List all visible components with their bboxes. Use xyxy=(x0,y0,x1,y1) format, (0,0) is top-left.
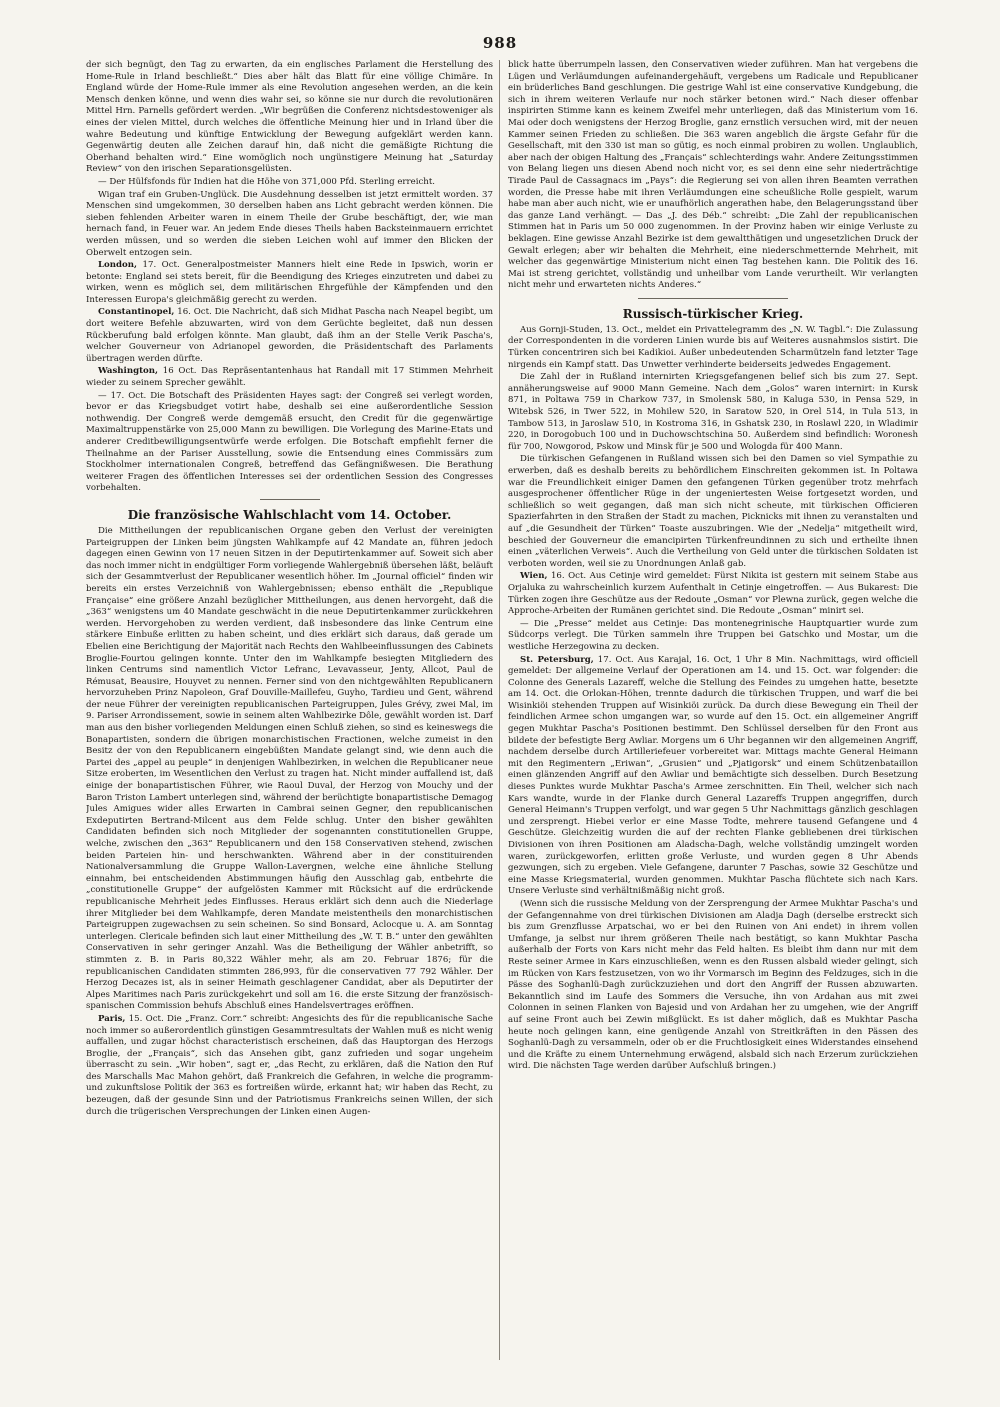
section-divider xyxy=(638,298,788,299)
right-column xyxy=(508,60,918,1368)
article-paragraph: Die Mittheilungen der republicanischen Organe geben den Verlust der vereinigten Parteigruppen der Linken beim jüngsten Wahlkampfe auf 42 Mandate an, führen jedoch dagegen einen Gewinn von 17 neuen Sitzen in der Deputirtenkammer auf. Soweit sich aber das noch immer nicht in endgültiger Form vorliegende Wahlergebniß übersehen läßt, beläuft sich der Gesammtverlust der Republicaner wesentlich höher. Im „Journal officiel“ finden wir bereits ein erstes Verzeichniß von Wahlergebnissen; ebenso enthält die „Republique Française“ eine größere Anzahl bezüglicher Mittheilungen, aus denen hervorgeht, daß die „363“ wenigstens um 40 Mandate geschwächt in die neue Deputirtenkammer zurückkehren werden. Hervorgehoben zu werden verdient, daß insbesondere das linke Centrum eine stärkere Einbuße erlitten zu haben scheint, und dies erklärt sich daraus, daß gerade um Ebelien eine Berichtigung der Majorität nach Rechts den Wahlbeeinflussungen des Cabinets Broglie-Fourtou gelingen konnte. Unter den im Wahlkampfe besiegten Mitgliedern des linken Centrums sind namentlich Victor Lefranc, Levavasseur, Jenty, Allcot, Paul de Rémusat, Beausire, Houyvet zu nennen. Ferner sind von den nichtgewählten Republicanern hervorzuheben Prinz Napoleon, Graf Douville-Maillefeu, Guyho, Tardieu und Gent, während der neue Führer der vereinigten republicanischen Parteigruppen, Jules Grévy, zwei Mal, im 9. Pariser Arrondissement, sowie in seinem alten Wahlbezirke Dôle, gewählt worden ist. Darf man aus den bisher vorliegenden Meldungen einen Schluß ziehen, so sind es keineswegs die Bonapartisten, sondern die übrigen monarchistischen Fractionen, welche zumeist in den Besitz der von den Republicanern eingebüßten Mandate gelangt sind, wie denn auch die Partei des „appel au peuple“ in denjenigen Wahlbezirken, in welchen die Republicaner neue Sitze eroberten, im Wesentlichen den Verlust zu tragen hat. Nicht minder auffallend ist, daß einige der bonapartistischen Führer, wie Raoul Duval, der Herzog von Mouchy und der Baron Triston Lambert unterlegen sind, während der berüchtigte bonapartistische Demagog Jules Amigues wider alles Erwarten in Cambrai seinen Gegner, den republicanischen Exdeputirten Bertrand-Milcent aus dem Felde schlug. Unter den bisher gewählten Candidaten befinden sich noch Mitglieder der sogenannten constitutionellen Gruppe, welche, zwischen den „363“ Republicanern und den 158 Conservativen stehend, zwischen beiden Parteien hin- und herschwankten. Während aber in der constituirenden Nationalversammlung die Gruppe Wallon-Lavergnen, welche eine ähnliche Stellung einnahm, bei entscheidenden Abstimmungen häufig den Ausschlag gab, entbehrte die „constitutionelle Gruppe“ der aufgelösten Kammer mit Rücksicht auf die erdrückende republicanische Mehrheit jedes Einflusses. Heraus erklärt sich denn auch die Niederlage ihrer Mitglieder bei dem Wahlkampfe, deren Mandate meistentheils den monarchistischen Parteigruppen zugewachsen zu sein scheinen. So sind Bonsard, Aclocque u. A. am Sonntag unterlegen. Clericale befinden sich laut einer Mittheilung des „W. T. B.“ unter den gewählten Conservativen in sehr geringer Anzahl. Was die Betheiligung der Wähler anbetrifft, so stimmten z. B. in Paris 80,322 Wähler mehr, als am 20. Februar 1876; für die republicanischen Candidaten stimmten 286,993, für die conservativen 77 792 Wähler. Der Herzog Decazes ist, als in seiner Heimath geschlagener Candidat, aber als Deputirter der Alpes Maritimes nach Paris zurückgekehrt und soll am 16. die erste Sitzung der französisch-spanischen Commission behufs Abschluß eines Handelsvertrages eröffnen. xyxy=(86,525,493,1012)
dateline-place: Washington, xyxy=(98,366,159,377)
article-paragraph: Die Zahl der in Rußland internirten Kriegsgefangenen belief sich bis zum 27. Sept. annäherungsweise auf 9000 Mann Gemeine. Nach dem „Golos“ waren internirt: in Kursk 871, in Poltawa 759 in Charkow 737, in Smolensk 580, in Kaluga 530, in Pensa 529, in Witebsk 526, in Twer 522, in Mohilew 520, in Saratow 520, in Orel 514, in Tula 513, in Tambow 513, in Jaroslaw 510, in Kostroma 316, in Gshatsk 230, in Roslawl 220, in Wladimir 220, in Dorogobuch 100 und in Duchowschtschina 50. Außerdem sind befindlich: Woronesh für 700, Nowgorod, Pskow und Minsk für je 500 und Wologda für 400 Mann. xyxy=(508,372,918,452)
dateline-place: Constantinopel, xyxy=(98,307,175,318)
article-paragraph: blick hatte überrumpeln lassen, den Conservativen wieder zuführen. Man hat vergebens die Lügen und Verläumdungen aufeinandergehäuft, vergebens um Radicale und Republicaner ein brüderliches Band geschlungen. Die gestrige Wahl ist eine conservative Kundgebung, die sich in ihrem weiteren Verlaufe nur noch stärker betonen wird.“ Nach dieser offenbar inspirirten Stimme kann es keinem Zweifel mehr unterliegen, daß das Ministerium vom 16. Mai oder doch wenigstens der Herzog Broglie, ganz ernstlich versuchen wird, mit der neuen Kammer seinen Frieden zu schließen. Die 363 waren angeblich die ärgste Gefahr für die Gesellschaft, mit den 330 ist man so gütig, es noch einmal probiren zu wollen. Unglaublich, aber nach der obigen Haltung des „Français“ schlechterdings wahr. Andere Zeitungsstimmen von Belang liegen uns diesen Abend noch nicht vor, es sei denn eine sehr niederträchtige Tirade Paul de Cassagnacs im „Pays“: die Regierung sei von allen ihren Beamten verrathen worden, die Presse habe mit ihren Verläumdungen eine scheußliche Rolle gespielt, warum habe man aber auch nicht, wie er unaufhörlich angerathen habe, den Belagerungsstand über das ganze Land verhängt. — Das „J. des Déb.“ schreibt: „Die Zahl der republicanischen Stimmen hat in Paris um 50 000 zugenommen. In der Provinz haben wir einige Verluste zu beklagen. Eine gewisse Anzahl Bezirke ist dem gewaltthätigen und ungesetzlichen Druck der Gewalt erlegen; aber wir behalten die Mehrheit, eine niederschmetternde Mehrheit, mit welcher das gegenwärtige Ministerium nicht einen Tag bestehen kann. Die Politik des 16. Mai ist streng gerichtet, vollständig und unheilbar vom Lande verurtheilt. Wir verlangten nicht mehr und erwarteten nichts Anderes.“ xyxy=(508,60,918,291)
article-paragraph: — 17. Oct. Die Botschaft des Präsidenten Hayes sagt: der Congreß sei verlegt worden, bevor er das Kriegsbudget votirt habe, deshalb sei eine außerordentliche Session nothwendig. Der Congreß werde demgemäß ersucht, den Credit für die gegenwärtige Maximaltruppenstärke von 25,000 Mann zu bewilligen. Die Vorlegung des Marine-Etats und anderer Creditbewilligungsentwürfe werde erfolgen. Die Botschaft empfiehlt ferner die Theilnahme an der Pariser Ausstellung, sowie die Entsendung eines Commissärs zum Stockholmer internationalen Congreß, betreffend das Gefängnißwesen. Die Berathung weiterer Fragen des öffentlichen Interesses sei der ordentlichen Session des Congresses vorbehalten. xyxy=(86,390,493,494)
article-paragraph: Aus Gornji-Studen, 13. Oct., meldet ein Privattelegramm des „N. W. Tagbl.“: Die Zulassung der Correspondenten in die vorderen Linien wurde bis auf Weiteres ausnahmslos sistirt. Die Türken concentriren sich bei Kadikioi. Außer unbedeutenden Scharmützeln fand letzter Tage nirgends ein Kampf statt. Das Unwetter verhinderte beiderseits jedwedes Engagement. xyxy=(508,324,918,370)
section-divider xyxy=(260,499,320,500)
dateline-text: 16. Oct. Die Nachricht, daß sich Midhat Pascha nach Neapel begibt, um dort weitere Befehle abzuwarten, wird von dem Gerüchte begleitet, daß nun dessen Rückberufung bald erfolgen könnte. Man glaubt, daß ihm an der Stelle Verik Pascha's, welcher Gouverneur von Adrianopel geworden, die Präsidentschaft des Parlaments übertragen werden dürfte. xyxy=(86,307,493,364)
dateline-paragraph xyxy=(508,571,918,617)
dateline-paragraph xyxy=(86,1014,493,1118)
section-heading: Die französische Wahlschlacht vom 14. October. xyxy=(127,507,452,522)
dateline-text: 16 Oct. Das Repräsentantenhaus hat Randall mit 17 Stimmen Mehrheit wieder zu seinem Sprecher gewählt. xyxy=(86,366,493,389)
left-column xyxy=(86,60,493,1368)
dateline-text: 15. Oct. Die „Franz. Corr.“ schreibt: Angesichts des für die republicanische Sache noch immer so außerordentlich günstigen Gesammtresultats der Wahlen muß es nicht wenig auffallen, und zugar höchst characteristisch erscheinen, daß das Hauptorgan des Herzogs Broglie, der „Français“, sich das Ansehen gibt, ganz zufrieden und sogar ungeheim überrascht zu sein. „Wir hoben“, sagt er, „das Recht, zu erklären, daß die Nation den Ruf des Marschalls Mac Mahon gehört, daß Frankreich die Gefahren, in welche die programm- und zukunftslose Politik der 363 es fortreißen würde, erkannt hat; wir haben das Recht, zu bezeugen, daß der gesunde Sinn und der Patriotismus Frankreichs seinen Willen, der sich durch die trügerischen Versprechungen der Linken einen Augen- xyxy=(86,1013,493,1117)
article-paragraph: (Wenn sich die russische Meldung von der Zersprengung der Armee Mukhtar Pascha's und der Gefangennahme von drei türkischen Divisionen am Aladja Dagh (derselbe erstreckt sich bis zum Grenzflusse Arpatschai, wo er bei den Ruinen von Ani endet) in ihrem vollen Umfange, ja selbst nur ihrem größeren Theile nach bestätigt, so kann Mukhtar Pascha außerhalb der Forts von Kars nicht mehr das Feld halten. Es bleibt ihm dann nur mit dem Reste seiner Armee in Kars einzuschließen, wenn es den Russen alsbald wieder gelingt, sich im Rücken von Kars festzusetzen, von wo ihr Vormarsch im Beginn des Feldzuges, sich in die Pässe des Soghanlü-Dagh zurückzuziehen und dort den Angriff der Russen abzuwarten. Bekanntlich sind im Laufe des Sommers die Versuche, ihn von Ardahan aus mit zwei Colonnen in seinen Flanken von Bajesid und von Ardahan her zu umgehen, wie der Angriff auf seine Front auch bei Zewin mißglückt. Es ist daher möglich, daß es Mukhtar Pascha heute noch gelingen kann, eine genügende Anzahl von Streitkräften in den Pässen des Soghanlü-Dagh zu versammeln, oder ob er die Fruchtlosigkeit eines Widerstandes einsehend und die Kräfte zu einem Unternehmung erwägend, alsbald sich nach Erzerum zurückziehen wird. Die nächsten Tage werden darüber Aufschluß bringen.) xyxy=(508,898,918,1072)
dateline-place: Paris, xyxy=(98,1013,126,1024)
section-heading: Russisch-türkischer Krieg. xyxy=(622,306,804,321)
dateline-paragraph xyxy=(86,260,493,306)
dateline-text: 17. Oct. Aus Karajal, 16. Oct, 1 Uhr 8 Min. Nachmittags, wird officiell gemeldet: Der allgemeine Verlauf der Operationen am 14. und 15. Oct. war folgender: die Colonne des Generals Lazareff, welche die Stellung des Feindes zu umgehen hatte, besetzte am 14. Oct. die Orlokan-Höhen, trennte dadurch die türkischen Truppen, und warf die bei Wisinkiöi stehenden Truppen auf Wisinkiöi zurück. Da durch diese Bewegung ein Theil der feindlichen Armee schon umgangen war, so wurde auf den 15. Oct. ein allgemeiner Angriff gegen Mukhtar Pascha's Positionen bestimmt. Den Schlüssel derselben für den Front aus bildete der befestigte Berg Awliar. Morgens um 6 Uhr begannen wir den allgemeinen Angriff, nachdem derselbe durch Artilleriefeuer vorbereitet war. Mittags machte General Heimann mit den Regimentern „Eriwan“, „Grusien“ und „Pjatigorsk“ und einem Schützenbataillon einen glänzenden Angriff auf den Awliar und bemächtigte sich desselben. Durch Besetzung dieses Punktes wurde Mukhtar Pascha's Armee zerschnitten. Ein Theil, welcher sich nach Kars wandte, wurde in der Flanke durch General Lazareffs Truppen angegriffen, durch General Heimann's Truppen verfolgt, und war gegen 5 Uhr Nachmittags gänzlich geschlagen und zersprengt. Hiebei verlor er eine Masse Todte, mehrere tausend Gefangene und 4 Geschütze. Gleichzeitig wurden die auf der rechten Flanke gebliebenen drei türkischen Divisionen von ihren Positionen am Aladscha-Dagh, welche vollständig umzingelt worden waren, zurückgeworfen, erlitten große Verluste, und wurden gegen 8 Uhr Abends gezwungen, sich zu ergeben. Viele Gefangene, darunter 7 Paschas, sowie 32 Geschütze und eine Masse Kriegsmaterial, wurden genommen. Mukhtar Pascha flüchtete sich nach Kars. Unsere Verluste sind verhältnißmäßig nicht groß. xyxy=(508,654,918,897)
dateline-text: 16. Oct. Aus Cetinje wird gemeldet: Fürst Nikita ist gestern mit seinem Stabe aus Orjaluka zu wahrscheinlich kurzem Aufenthalt in Cetinje eingetroffen. — Aus Bukarest: Die Türken zogen ihre Geschütze aus der Redoute „Osman“ vor Plewna zurück, gegen welche die Approche-Arbeiten der Rumänen gerichtet sind. Die Redoute „Osman“ minirt sei. xyxy=(508,571,918,617)
dateline-paragraph xyxy=(508,655,918,898)
article-paragraph: der sich begnügt, den Tag zu erwarten, da ein englisches Parlament die Herstellung des Home-Rule in Irland beschließt.“ Dies aber hält das Blatt für eine völlige Chimäre. In England würde der Home-Rule immer als eine Revolution angesehen werden, an die kein Mensch denken könne, und wenn dies wahr sei, so könne sie nur durch die revolutionären Mittel Hrn. Parnells gefördert werden. „Wir begrüßen die Conferenz nichtsdestoweniger als eines der vielen Mittel, durch welches die öffentliche Meinung hier und in Irland über die wahre Bedeutung und künftige Entwicklung der Bewegung aufgeklärt werden kann. Gegenwärtig deuten alle Zeichen darauf hin, daß nicht die gemäßigte Richtung die Oberhand behalten wird.“ Eine womöglich noch ungünstigere Meinung hat „Saturday Review“ von den irischen Separationsgelüsten. xyxy=(86,60,493,175)
dateline-paragraph xyxy=(86,366,493,389)
article-paragraph: Die türkischen Gefangenen in Rußland wissen sich bei den Damen so viel Sympathie zu erwerben, daß es deshalb bereits zu behördlichem Einschreiten gekommen ist. In Poltawa war die Freundlichkeit einiger Damen den gefangenen Türken gegenüber trotz mehrfach ausgesprochener öffentlicher Rüge in der ungeniertesten Weise fortgesetzt worden, und schließlich so weit gegangen, daß man sich nicht scheute, mit türkischen Officieren Spazierfahrten in den Straßen der Stadt zu machen, Picknicks mit ihnen zu veranstalten und auf „die Gesundheit der Türken“ Toaste auszubringen. Wie der „Nedelja“ mitgetheilt wird, beschied der Gouverneur die emancipirten Türkenfreundinnen zu sich und ertheilte ihnen einen „väterlichen Verweis“. Auch die Vertheilung von Geld unter die türkischen Soldaten ist verboten worden, weil sie zu Unordnungen Anlaß gab. xyxy=(508,454,918,569)
page-number: 988 xyxy=(482,34,518,52)
dateline-place: Wien, xyxy=(520,571,548,582)
dateline-place: London, xyxy=(98,260,138,271)
dateline-place: St. Petersburg, xyxy=(520,654,594,665)
column-rule xyxy=(499,60,500,1360)
article-paragraph: — Der Hülfsfonds für Indien hat die Höhe von 371,000 Pfd. Sterling erreicht. xyxy=(98,176,436,187)
article-paragraph: — Die „Presse“ meldet aus Cetinje: Das montenegrinische Hauptquartier wurde zum Südcorps verlegt. Die Türken sammeln ihre Truppen bei Gatschko und Mostar, um die westliche Herzegowina zu decken. xyxy=(508,618,918,652)
dateline-text: 17. Oct. Generalpostmeister Manners hielt eine Rede in Ipswich, worin er betonte: England sei stets bereit, für die Beendigung des Krieges einzutreten und dabei zu wirken, wenn es möglich sei, dem militärischen Ehrgefühle der Kämpfenden und den Interessen Europa's gleichmäßig gerecht zu werden. xyxy=(86,260,493,305)
article-paragraph: Wigan traf ein Gruben-Unglück. Die Ausdehnung desselben ist jetzt ermittelt worden. 37 Menschen sind umgekommen, 30 derselben haben ans Licht gebracht werden können. Die sieben fehlenden Arbeiter waren in einem Theile der Grube beschäftigt, der, wie man hernach fand, in Feuer war. An jedem Ende dieses Theils haben Backsteinmauern errichtet werden müssen, und so werden die sieben Leichen wohl auf immer den Blicken der Oberwelt entzogen sein. xyxy=(86,189,493,258)
dateline-paragraph xyxy=(86,307,493,365)
